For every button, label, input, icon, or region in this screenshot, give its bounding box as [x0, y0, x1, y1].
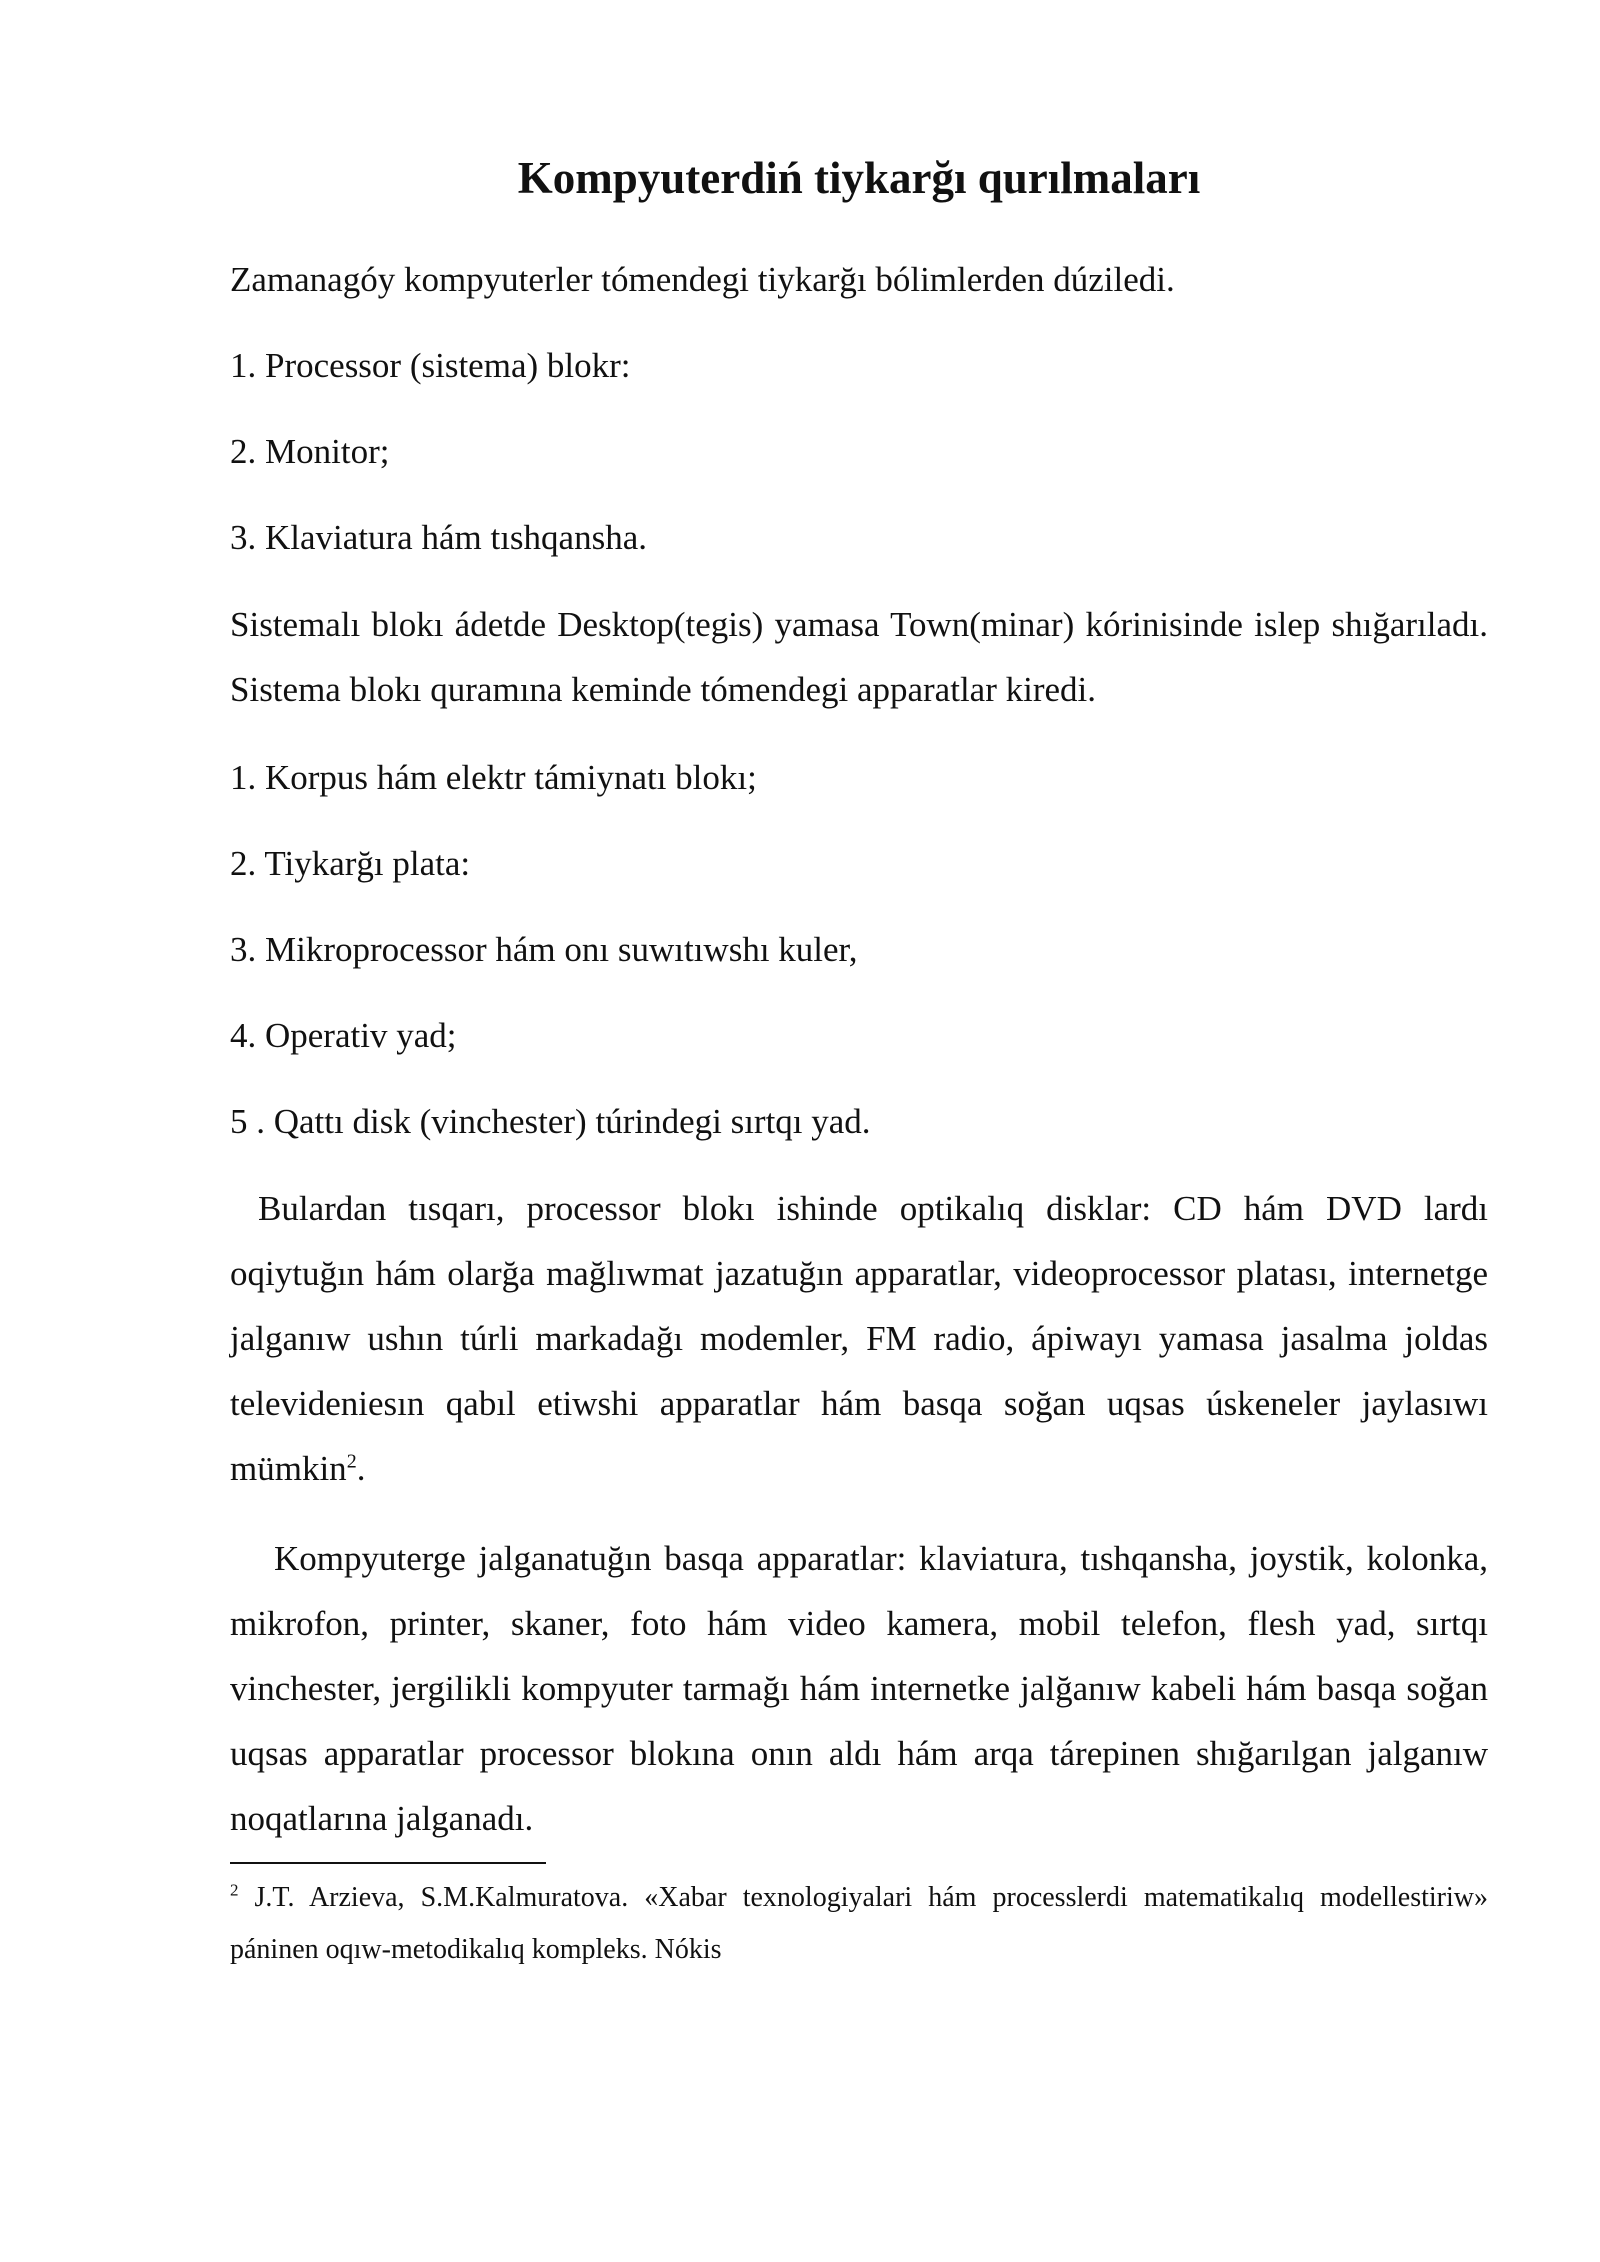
document-page: [230, 0, 1488, 2262]
main-part-item: 1. Processor (sistema) blokr:: [230, 346, 631, 385]
document-title: Kompyuterdiń tiykarğı qurılmaları: [517, 153, 1201, 203]
main-part-item: 2. Monitor;: [230, 432, 390, 471]
system-block-item: 5 . Qattı disk (vinchester) túrindegi sırtqı yad.: [230, 1102, 871, 1141]
optical-devices-paragraph: [230, 1176, 1488, 1501]
footnote-separator: [230, 1862, 546, 1864]
system-block-paragraph: Sistemalı blokı ádetde Desktop(tegis) yamasa Town(minar) kórinisinde islep shığarıladı. Sistema blokı quramına keminde tómendegi apparatlar kiredi.: [230, 605, 1488, 709]
peripherals-paragraph: Kompyuterge jalganatuğın basqa apparatlar: klaviatura, tıshqansha, joystik, kolonka, mikrofon, printer, skaner, foto hám video kamera, mobil telefon, flesh yad, sırtqı vinchester, jergilikli kompyuter tarmağı hám internetke jalğanıw kabeli hám basqa soğan uqsas apparatlar processor blokına onın aldı hám arqa tárepinen shığarılgan jalganıw noqatlarına jalganadı.: [230, 1539, 1488, 1838]
footnote-number: 2: [230, 1880, 239, 1900]
optical-paragraph-text: Bulardan tısqarı, processor blokı ishinde optikalıq disklar: CD hám DVD lardı oqiytuğın hám olarğa mağlıwmat jazatuğın apparatlar, videoprocessor platası, internetge jalganıw ushın túrli markadağı modemler, FM radio, ápiwayı yamasa jasalma joldas televideniesın qabıl etiwshi apparatlar hám basqa soğan uqsas úskeneler jaylasıwı mümkin: [230, 1189, 1488, 1488]
main-part-item: 3. Klaviatura hám tıshqansha.: [230, 518, 647, 557]
system-block-item: 4. Operativ yad;: [230, 1016, 457, 1055]
optical-paragraph-end: .: [356, 1449, 366, 1488]
system-block-item: 1. Korpus hám elektr támiynatı blokı;: [230, 758, 757, 797]
footnote: [230, 1872, 1488, 1976]
system-block-item: 3. Mikroprocessor hám onı suwıtıwshı kuler,: [230, 930, 858, 969]
intro-text: Zamanagóy kompyuterler tómendegi tiykarğı bólimlerden dúziledi.: [230, 260, 1175, 299]
footnote-reference[interactable]: 2: [346, 1450, 357, 1473]
system-block-item: 2. Tiykarğı plata:: [230, 844, 471, 883]
footnote-text: J.T. Arzieva, S.M.Kalmuratova. «Xabar texnologiyalari hám processlerdi matematikalıq modellestiriw» páninen oqıw-metodikalıq kompleks. Nókis: [230, 1882, 1488, 1965]
